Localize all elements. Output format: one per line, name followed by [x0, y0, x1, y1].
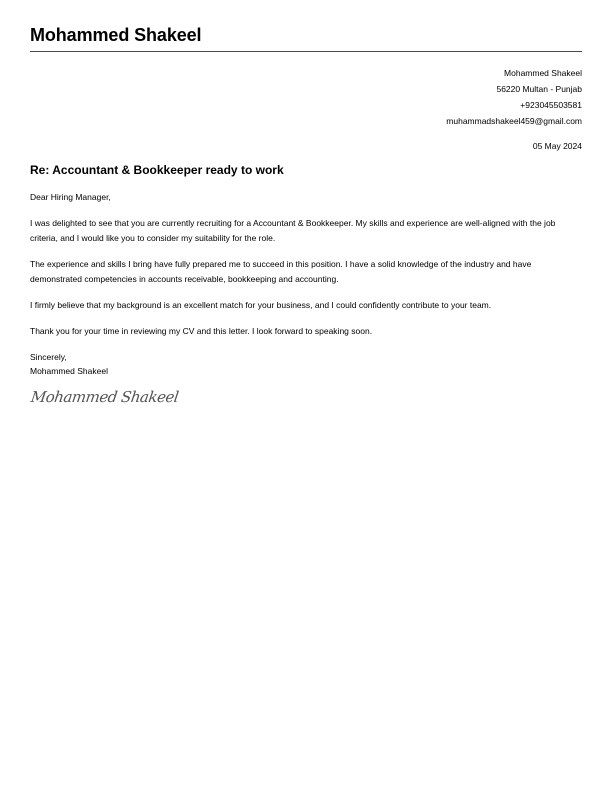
paragraph-3: I firmly believe that my background is an excellent match for your business, and I could confidently contribute to your team. — [30, 300, 492, 310]
closing-name: Mohammed Shakeel — [30, 366, 108, 376]
paragraph-4: Thank you for your time in reviewing my CV and this letter. I look forward to speaking soon. — [30, 326, 373, 336]
letter-subject: Re: Accountant & Bookkeeper ready to work — [30, 163, 284, 177]
sender-address: 56220 Multan - Punjab — [496, 84, 582, 94]
letter-date: 05 May 2024 — [532, 141, 582, 151]
signature: Mohammed Shakeel — [29, 388, 180, 406]
paragraph-1: I was delighted to see that you are currently recruiting for a Accountant & Bookkeeper. My skills and experience are well-aligned with the job criteria, and I would like you to consider my suitability for the role. — [30, 218, 556, 243]
closing: Sincerely, — [30, 352, 67, 362]
paragraph-2: The experience and skills I bring have fully prepared me to succeed in this position. I have a solid knowledge of the industry and have demonstrated competencies in accounts receivable, bookkeeping and accounting. — [30, 259, 532, 284]
page-title: Mohammed Shakeel — [30, 25, 202, 45]
sender-email: muhammadshakeel459@gmail.com — [446, 116, 582, 126]
sender-name: Mohammed Shakeel — [504, 68, 582, 78]
header-divider — [30, 51, 582, 52]
sender-phone: +923045503581 — [520, 100, 582, 110]
salutation: Dear Hiring Manager, — [30, 192, 111, 202]
